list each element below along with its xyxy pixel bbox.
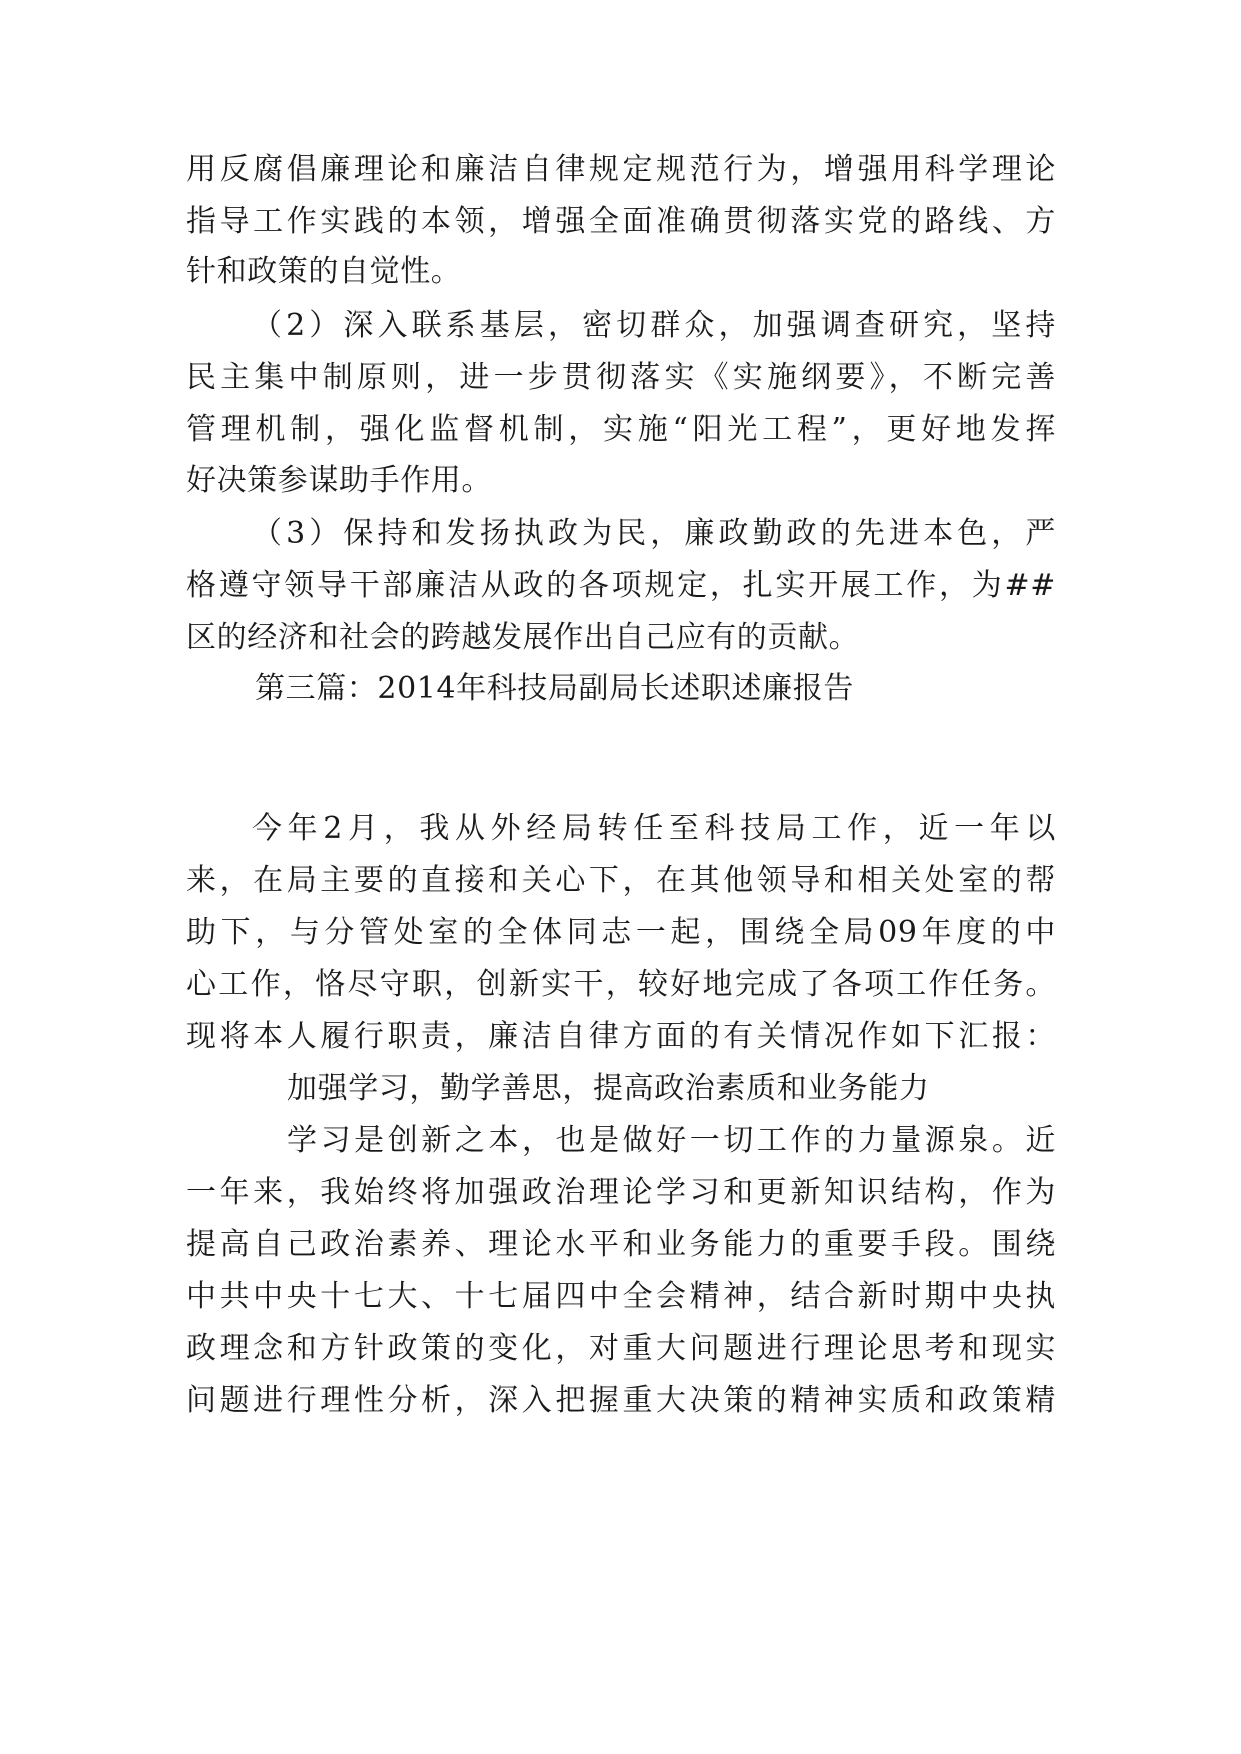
paragraph-line: 民主集中制原则，进一步贯彻落实《实施纲要》，不断完善 [186,360,1056,395]
paragraph-line: 格遵守领导干部廉洁从政的各项规定，扎实开展工作，为## [186,568,1056,603]
section-heading: 第三篇：2014年科技局副局长述职述廉报告 [255,671,854,706]
list-item-line: （2）深入联系基层，密切群众，加强调查研究，坚持 [252,308,1056,343]
paragraph-line: 指导工作实践的本领，增强全面准确贯彻落实党的路线、方 [186,204,1056,239]
paragraph-line: 学习是创新之本，也是做好一切工作的力量源泉。近 [287,1123,1056,1158]
paragraph-line: 政理念和方针政策的变化，对重大问题进行理论思考和现实 [186,1331,1056,1366]
paragraph-line: 一年来，我始终将加强政治理论学习和更新知识结构，作为 [186,1175,1056,1210]
paragraph-line: 心工作，恪尽守职，创新实干，较好地完成了各项工作任务。 [186,967,1056,1002]
paragraph-line: 提高自己政治素养、理论水平和业务能力的重要手段。围绕 [186,1227,1056,1262]
subsection-heading: 加强学习，勤学善思，提高政治素质和业务能力 [287,1071,930,1106]
paragraph-line: 针和政策的自觉性。 [186,254,462,289]
paragraph-line: 今年2月，我从外经局转任至科技局工作，近一年以 [252,811,1056,846]
paragraph-line: 来，在局主要的直接和关心下，在其他领导和相关处室的帮 [186,863,1056,898]
paragraph-line: 助下，与分管处室的全体同志一起，围绕全局09年度的中 [186,915,1056,950]
paragraph-line: 中共中央十七大、十七届四中全会精神，结合新时期中央执 [186,1279,1056,1314]
paragraph-line: 好决策参谋助手作用。 [186,463,492,498]
paragraph-line: 现将本人履行职责，廉洁自律方面的有关情况作如下汇报： [186,1019,1056,1054]
paragraph-line: 区的经济和社会的跨越发展作出自己应有的贡献。 [186,620,860,655]
paragraph-line: 问题进行理性分析，深入把握重大决策的精神实质和政策精 [186,1383,1056,1418]
paragraph-line: 管理机制，强化监督机制，实施“阳光工程”，更好地发挥 [186,412,1056,447]
list-item-line: （3）保持和发扬执政为民，廉政勤政的先进本色，严 [252,516,1056,551]
paragraph-line: 用反腐倡廉理论和廉洁自律规定规范行为，增强用科学理论 [186,152,1056,187]
